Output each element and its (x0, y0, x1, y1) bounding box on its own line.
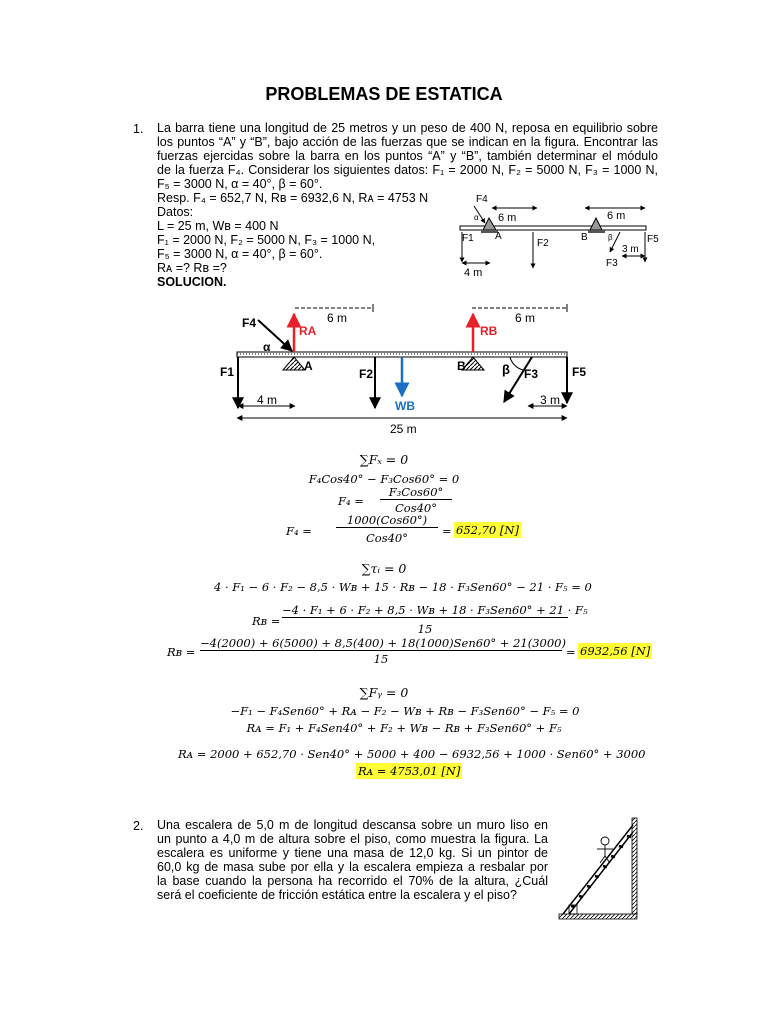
small-label-b: B (581, 232, 588, 243)
problem-2-line-2: un punto a 4,0 m de altura sobre el piso, como muestra la figura. La (157, 832, 548, 846)
small-label-beta: β (608, 233, 613, 242)
label-4m: 4 m (257, 393, 278, 407)
eq-5-numerator: −4 · F₁ + 6 · F₂ + 8,5 · Wʙ + 18 · F₃Sen60° + 21 · F₅ (282, 603, 588, 617)
eq-8: Rᴀ = F₁ + F₄Sen40° + F₂ + Wʙ − Rʙ + F₃Sen60° + F₅ (246, 721, 562, 735)
eq-9: Rᴀ = 2000 + 652,70 · Sen40° + 5000 + 400 − 6932,56 + 1000 · Sen60° + 3000 (178, 747, 646, 761)
eq-5-denominator: 15 (417, 622, 433, 636)
problem-2-line-1: Una escalera de 5,0 m de longitud descansa sobre un muro liso en (157, 818, 548, 832)
small-label-4m: 4 m (464, 267, 483, 279)
problem-2-line-6: será el coeficiente de fricción estática entre la escalera y el piso? (157, 888, 517, 902)
eq-6-numerator: −4(2000) + 6(5000) + 8,5(400) + 18(1000)Sen60° + 21(3000) (200, 636, 566, 650)
small-label-f5: F5 (647, 234, 659, 245)
ladder-rungs (571, 836, 631, 907)
label-6m-left: 6 m (327, 311, 348, 325)
small-label-a: A (495, 231, 502, 242)
label-wb: WB (395, 399, 415, 413)
label-f4: F4 (242, 316, 257, 330)
eq-5-lhs: Rʙ = (252, 614, 281, 628)
ladder-figure (555, 810, 640, 922)
problem-1-line-5: F₅ = 3000 N, α = 40°, β = 60°. (157, 177, 323, 191)
solucion-label: SOLUCION. (157, 275, 227, 289)
small-support-b-base (588, 230, 605, 233)
eq-3-lhs: F₄ = (286, 524, 312, 538)
problem-1-line-1: La barra tiene una longitud de 25 metros y un peso de 400 N, reposa en equilibrio sobre (157, 121, 658, 135)
eq-7: −F₁ − F₄Sen60° + Rᴀ − F₂ − Wʙ + Rʙ − F₃Sen60° − F₅ = 0 (230, 704, 580, 718)
problem-1-number: 1. (133, 122, 144, 136)
eq-6-equals: = (566, 645, 576, 659)
eq-sum-fx: ∑Fₓ = 0 (359, 452, 409, 467)
eq-10-result: Rᴀ = 4753,01 [N] (358, 764, 461, 778)
small-label-f3: F3 (606, 258, 618, 269)
datos-line-3: F₅ = 3000 N, α = 40°, β = 60°. (157, 247, 323, 261)
ladder-rail-2 (569, 832, 633, 914)
beam-diagram (210, 298, 590, 440)
problem-1-line-3: fuerzas ejercidas sobre la barra en los puntos “A” y “B”, también determinar el módulo (157, 149, 658, 163)
label-f5: F5 (572, 365, 587, 379)
label-6m-right: 6 m (515, 311, 536, 325)
painter-figure (597, 837, 613, 863)
support-a (283, 357, 305, 370)
label-25m: 25 m (390, 422, 417, 436)
datos-line-2: F₁ = 2000 N, F₂ = 5000 N, F₃ = 1000 N, (157, 233, 376, 247)
beta-arc (510, 357, 523, 370)
eq-2-lhs: F₄ = (338, 494, 364, 508)
label-f1: F1 (220, 365, 235, 379)
eq-1: F₄Cos40° − F₃Cos60° = 0 (308, 472, 460, 486)
label-3m: 3 m (540, 393, 561, 407)
small-label-6m-left: 6 m (498, 212, 517, 224)
ladder-rail-1 (563, 825, 633, 914)
eq-sum-tau: ∑τᵢ = 0 (361, 561, 407, 576)
problem-1-line-4: de la fuerza F₄. Considerar los siguientes datos: F₁ = 2000 N, F₂ = 5000 N, F₃ = 1000 N, (157, 163, 658, 177)
datos-label: Datos: (157, 205, 194, 219)
eq-6-result: 6932,56 [N] (580, 644, 651, 658)
eq-3-denominator: Cos40° (365, 531, 408, 545)
problem-2-line-3: escalera es uniforme y tiene una masa de 12,0 kg. Si un pintor de (157, 846, 548, 860)
label-b: B (457, 359, 466, 373)
problem-2-number: 2. (133, 819, 144, 833)
small-beam-figure (440, 190, 670, 285)
label-beta: β (502, 362, 510, 377)
floor (559, 914, 637, 919)
eq-2-numerator: F₃Cos60° (380, 485, 452, 500)
page-title: PROBLEMAS DE ESTATICA (265, 84, 503, 104)
eq-4: 4 · F₁ − 6 · F₂ − 8,5 · Wʙ + 15 · Rʙ − 18 · F₃Sen60° − 21 · F₅ = 0 (214, 580, 592, 594)
label-a: A (304, 359, 313, 373)
eq-sum-fy: ∑Fᵧ = 0 (359, 685, 409, 700)
eq-2-denominator: Cos40° (394, 501, 437, 515)
problem-2-line-4: 60,0 kg de masa sube por ella y la escalera empieza a resbalar por (157, 860, 548, 874)
datos-line-4: Rᴀ =? Rʙ =? (157, 261, 227, 275)
label-alpha: α (263, 340, 271, 354)
label-ra: RA (299, 324, 317, 338)
eq-3-result: 652,70 [N] (456, 523, 519, 537)
label-rb: RB (480, 324, 498, 338)
eq-3-equals: = (442, 524, 452, 538)
small-label-6m-right: 6 m (607, 210, 626, 222)
datos-line-1: L = 25 m, Wʙ = 400 N (157, 219, 279, 233)
small-label-f2: F2 (537, 238, 549, 249)
problem-1-line-2: los puntos “A” y “B”, bajo acción de las fuerzas que se indican en la figura. Encontrar las (157, 135, 658, 149)
label-f3: F3 (524, 367, 539, 381)
eq-6-denominator: 15 (373, 652, 389, 666)
eq-3-numerator: 1000(Cos60°) (336, 513, 438, 528)
small-support-b (590, 218, 602, 230)
small-support-a (483, 218, 496, 230)
small-label-f4: F4 (476, 194, 488, 205)
small-label-3m: 3 m (622, 244, 639, 255)
label-f2: F2 (359, 367, 374, 381)
problem-2-line-5: la base cuando la persona ha recorrido el 70% de la altura, ¿Cuál (157, 874, 548, 888)
problem-1-answer: Resp. F₄ = 652,7 N, Rʙ = 6932,6 N, Rᴀ = 4753 N (157, 191, 429, 205)
small-label-alpha: α (474, 213, 479, 222)
small-label-f1: F1 (462, 233, 474, 244)
eq-6-lhs: Rʙ = (167, 645, 196, 659)
